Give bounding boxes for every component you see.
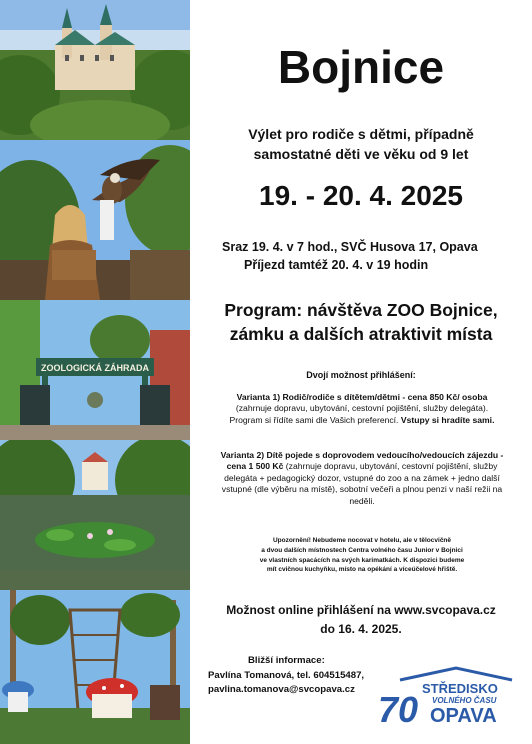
meeting-info — [222, 238, 522, 274]
contact-name: Pavlína Tomanová, tel. 604515487, — [208, 669, 365, 681]
variant-2-title: Varianta 2) Dítě pojede s doprovodem vedoucího/vedoucích zájezdu - cena 1 500 Kč — [220, 450, 504, 472]
logo-number: 70 — [378, 689, 419, 728]
program-line: zámku a dalších atraktivit místa — [229, 324, 493, 344]
accommodation-warning — [220, 536, 504, 575]
subtitle-line: samostatné děti ve věku od 9 let — [253, 146, 469, 162]
warning-line: ve vlastních spacácích na svých karimatkách. K dispozici budeme — [259, 556, 465, 564]
registration-heading: Dvojí možnost přihlášení: — [306, 370, 416, 380]
zoo-sign-text: ZOOLOGICKÁ ZÁHRADA — [41, 363, 149, 373]
logo-line-3: OPAVA — [430, 705, 497, 727]
variant-1 — [220, 392, 504, 426]
tower-photo — [0, 590, 190, 744]
contact-heading: Bližší informace: — [248, 655, 325, 666]
logo-line-2: VOLNÉHO ČASU — [432, 696, 497, 705]
variant-2-text: (zahrnuje dopravu, ubytování, cestovní pojištění, služby delegáta + pedagogický dozor, vstupné do zoo a na zámek + jedno další vstupné (dle výběru na místě), sobotní večeři a plnou penzi v naší režii na neděli. — [221, 461, 503, 506]
falconer-photo — [0, 140, 190, 300]
warning-line: a dvou dalších místnostech Centra volného času Junior v Bojnici — [261, 546, 463, 554]
variant-1-text: (zahrnuje dopravu, ubytování, cestovní pojištění, služby delegáta). Program si řídíte sami dle Vašich preferencí. — [229, 403, 489, 425]
online-line: Možnost online přihlášení na www.svcopava.cz — [226, 603, 496, 617]
variant-1-title: Varianta 1) Rodič/rodiče s dítětem/dětmi - cena 850 Kč/ osoba — [236, 392, 488, 402]
online-registration — [200, 601, 522, 639]
logo-roof-icon — [400, 668, 512, 680]
warning-line: mít cvičnou kuchyňku, místo na opékání a víceúčelové hřiště. — [266, 566, 458, 574]
pond-photo — [0, 440, 190, 590]
variant-2 — [220, 450, 504, 507]
meeting-line: Sraz 19. 4. v 7 hod., SVČ Husova 17, Opava — [222, 240, 478, 254]
contact-email: pavlina.tomanova@svcopava.cz — [208, 684, 355, 695]
subtitle — [204, 124, 518, 164]
variant-1-note: Vstupy si hradíte sami. — [400, 414, 495, 425]
castle-photo — [0, 0, 190, 140]
program-line: Program: návštěva ZOO Bojnice, — [224, 300, 498, 320]
trip-date: 19. - 20. 4. 2025 — [259, 180, 463, 211]
logo-line-1: STŘEDISKO — [422, 681, 498, 696]
zoo-entrance-photo — [0, 300, 190, 440]
info-card — [190, 0, 532, 744]
arrival-line: Příjezd tamtéž 20. 4. v 19 hodin — [244, 258, 429, 272]
svc-opava-logo — [376, 666, 516, 728]
photo-column — [0, 0, 190, 744]
deadline-line: do 16. 4. 2025. — [320, 622, 402, 636]
page-title: Bojnice — [277, 41, 445, 93]
contact-info — [208, 654, 388, 698]
warning-line: Upozornění! Nebudeme nocovat v hotelu, ale v tělocvičně — [272, 537, 452, 544]
program-heading — [200, 298, 522, 346]
subtitle-line: Výlet pro rodiče s dětmi, případně — [248, 126, 474, 142]
